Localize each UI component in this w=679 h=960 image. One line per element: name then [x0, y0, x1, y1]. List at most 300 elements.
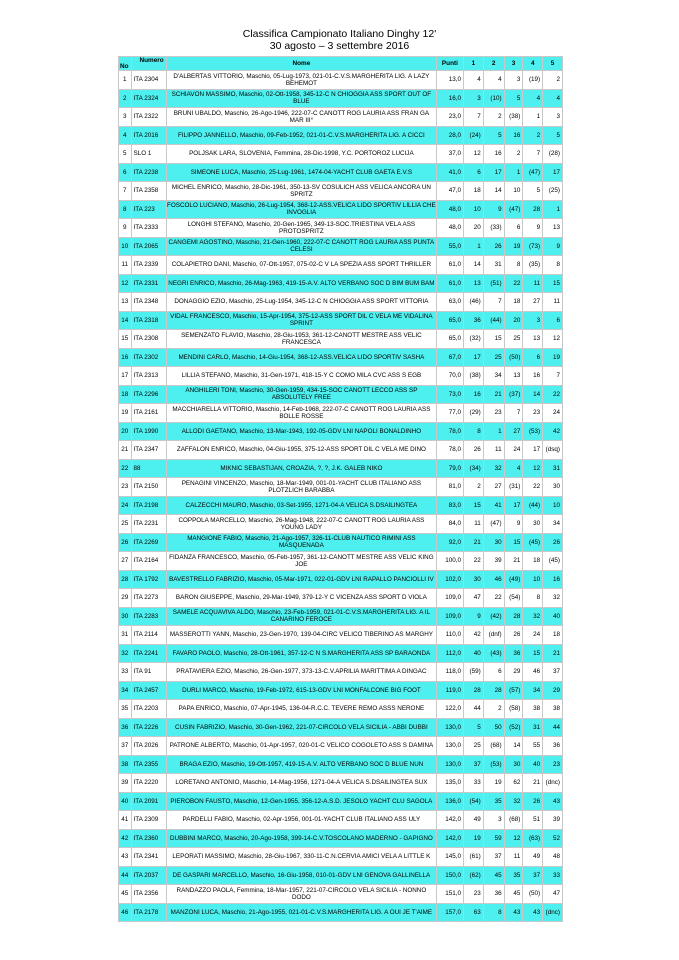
cell-race-3: 28	[504, 607, 523, 626]
cell-punti: 119,0	[436, 681, 463, 700]
cell-race-5: 39	[543, 811, 563, 830]
table-row	[119, 718, 563, 737]
cell-nome: CANGEMI AGOSTINO, Maschio, 21-Gen-1960, 222-07-C CANOTT ROG LAURIA ASS PUNTA CELESI	[166, 237, 436, 256]
cell-punti: 61,0	[436, 256, 463, 275]
cell-race-3: 32	[504, 792, 523, 811]
cell-numero: ITA 2016	[131, 126, 166, 145]
cell-race-4: 31	[523, 718, 543, 737]
cell-race-2: 46	[483, 570, 504, 589]
cell-nome: COPPOLA MARCELLO, Maschio, 26-Mag-1948, 222-07-C CANOTT ROG LAURIA ASS YOUNG LADY	[166, 515, 436, 534]
cell-race-2: (42)	[483, 607, 504, 626]
cell-nome: DUBBINI MARCO, Maschio, 20-Ago-1958, 399-14-C.V.TOSCOLANO MADERNO - GAPIGNO	[166, 829, 436, 848]
cell-race-4: 26	[523, 792, 543, 811]
cell-no: 25	[119, 515, 132, 534]
cell-race-3: 6	[504, 219, 523, 238]
cell-race-5: 5	[543, 126, 563, 145]
cell-race-3: 25	[504, 330, 523, 349]
cell-race-1: (32)	[463, 330, 483, 349]
cell-race-2: 25	[483, 348, 504, 367]
cell-race-4: (63)	[523, 829, 543, 848]
cell-race-2: 17	[483, 163, 504, 182]
cell-race-1: 44	[463, 700, 483, 719]
cell-race-2: 36	[483, 885, 504, 904]
cell-no: 1	[119, 71, 132, 90]
cell-race-2: (68)	[483, 737, 504, 756]
cell-race-4: 3	[523, 311, 543, 330]
cell-nome: DURLI MARCO, Maschio, 19-Feb-1972, 615-13-GDV LNI MONFALCONE BIG FOOT	[166, 681, 436, 700]
cell-no: 18	[119, 385, 132, 404]
cell-numero: ITA 2331	[131, 274, 166, 293]
cell-race-4: 18	[523, 552, 543, 571]
cell-punti: 78,0	[436, 422, 463, 441]
cell-race-4: 27	[523, 293, 543, 312]
cell-nome: ALLODI GAETANO, Maschio, 13-Mar-1943, 192-05-GDV LNI NAPOLI BONALDINHO	[166, 422, 436, 441]
cell-punti: 150,0	[436, 866, 463, 885]
cell-race-2: 23	[483, 404, 504, 423]
cell-punti: 130,0	[436, 718, 463, 737]
cell-race-3: 7	[504, 404, 523, 423]
cell-no: 28	[119, 570, 132, 589]
cell-race-2: 9	[483, 200, 504, 219]
cell-punti: 81,0	[436, 478, 463, 497]
cell-race-3: 20	[504, 311, 523, 330]
cell-numero: ITA 2341	[131, 848, 166, 867]
cell-punti: 83,0	[436, 496, 463, 515]
cell-race-1: 7	[463, 108, 483, 127]
cell-race-4: 32	[523, 607, 543, 626]
cell-race-1: 2	[463, 478, 483, 497]
cell-numero: ITA 2457	[131, 681, 166, 700]
cell-no: 3	[119, 108, 132, 127]
cell-race-5: 2	[543, 71, 563, 90]
cell-race-3: 36	[504, 644, 523, 663]
cell-numero: ITA 2324	[131, 89, 166, 108]
table-row	[119, 330, 563, 349]
cell-race-2: 14	[483, 182, 504, 201]
cell-race-5: 4	[543, 89, 563, 108]
cell-nome: PENAGINI VINCENZO, Maschio, 18-Mar-1949, 001-01-YACHT CLUB ITALIANO ASS PLOTZLICH BARABBA	[166, 478, 436, 497]
table-row	[119, 200, 563, 219]
cell-race-4: 6	[523, 348, 543, 367]
cell-race-4: 17	[523, 441, 543, 460]
table-row	[119, 237, 563, 256]
cell-nome: SEMENZATO FLAVIO, Maschio, 28-Giu-1953, 361-12-CANOTT MESTRE ASS VELIC FRANCESCA	[166, 330, 436, 349]
header-numero: Numero	[131, 57, 166, 71]
cell-nome: ZAFFALON ENRICO, Maschio, 04-Giu-1955, 375-12-ASS SPORT DIL C VELA ME DINO	[166, 441, 436, 460]
cell-nome: MENDINI CARLO, Maschio, 14-Giu-1954, 368-12-ASS.VELICA LIDO SPORTIV SASHA	[166, 348, 436, 367]
cell-race-1: (62)	[463, 866, 483, 885]
cell-race-4: 10	[523, 570, 543, 589]
table-row	[119, 626, 563, 645]
table-row	[119, 811, 563, 830]
table-row	[119, 737, 563, 756]
cell-race-2: 22	[483, 589, 504, 608]
cell-race-3: 5	[504, 89, 523, 108]
table-row	[119, 589, 563, 608]
cell-race-4: 7	[523, 145, 543, 164]
cell-race-2: 21	[483, 385, 504, 404]
cell-no: 10	[119, 237, 132, 256]
table-row	[119, 866, 563, 885]
cell-numero: ITA 2318	[131, 311, 166, 330]
cell-race-2: 8	[483, 903, 504, 922]
table-row	[119, 108, 563, 127]
cell-nome: MIKNIC SEBASTIJAN, CROAZIA, ?, ?, J.K. GALEB NIKO	[166, 459, 436, 478]
cell-race-4: 13	[523, 330, 543, 349]
cell-nome: BRAGA EZIO, Maschio, 19-Ott-1957, 419-15-A.V. ALTO VERBANO SOC D BLUE NUN	[166, 755, 436, 774]
table-row	[119, 459, 563, 478]
cell-race-3: 13	[504, 367, 523, 386]
header-no: No	[119, 57, 132, 71]
cell-nome: LILLIA STEFANO, Maschio, 31-Gen-1971, 418-15-Y C COMO MILA CVC ASS S EGB	[166, 367, 436, 386]
cell-numero: ITA 2273	[131, 589, 166, 608]
cell-race-4: 15	[523, 644, 543, 663]
cell-race-5: 23	[543, 755, 563, 774]
cell-no: 32	[119, 644, 132, 663]
cell-punti: 151,0	[436, 885, 463, 904]
cell-race-4: (53)	[523, 422, 543, 441]
cell-race-5: 34	[543, 515, 563, 534]
cell-race-3: 1	[504, 163, 523, 182]
cell-no: 4	[119, 126, 132, 145]
cell-race-3: 62	[504, 774, 523, 793]
cell-race-3: (37)	[504, 385, 523, 404]
cell-no: 6	[119, 163, 132, 182]
cell-race-3: 22	[504, 274, 523, 293]
cell-race-5: (25)	[543, 182, 563, 201]
cell-nome: DE GASPARI MARCELLO, Maschio, 16-Giu-1958, 010-01-GDV LNI GENOVA GALLINELLA	[166, 866, 436, 885]
cell-punti: 145,0	[436, 848, 463, 867]
cell-punti: 84,0	[436, 515, 463, 534]
cell-punti: 109,0	[436, 589, 463, 608]
cell-race-1: 33	[463, 774, 483, 793]
cell-race-3: 30	[504, 755, 523, 774]
cell-race-4: 51	[523, 811, 543, 830]
header-nome: Nome	[166, 57, 436, 71]
cell-numero: ITA 2356	[131, 885, 166, 904]
table-row	[119, 552, 563, 571]
cell-race-2: 2	[483, 108, 504, 127]
cell-no: 45	[119, 885, 132, 904]
cell-punti: 130,0	[436, 737, 463, 756]
cell-race-4: 49	[523, 848, 543, 867]
cell-race-3: 27	[504, 422, 523, 441]
cell-race-5: 8	[543, 256, 563, 275]
cell-nome: LONGHI STEFANO, Maschio, 20-Gen-1965, 349-13-SOC.TRIESTINA VELA ASS PROTOSPRITZ	[166, 219, 436, 238]
table-row	[119, 478, 563, 497]
cell-race-1: 23	[463, 885, 483, 904]
cell-nome: LEPORATI MASSIMO, Maschio, 28-Giu-1967, 330-11-C.N.CERVIA AMICI VELA A LITTLE K	[166, 848, 436, 867]
cell-punti: 109,0	[436, 607, 463, 626]
table-row	[119, 700, 563, 719]
cell-numero: ITA 2026	[131, 737, 166, 756]
cell-nome: RANDAZZO PAOLA, Femmina, 18-Mar-1957, 221-07-CIRCOLO VELA SICILIA - NONNO DODO	[166, 885, 436, 904]
cell-punti: 135,0	[436, 774, 463, 793]
cell-race-2: 37	[483, 848, 504, 867]
cell-race-3: 43	[504, 903, 523, 922]
cell-race-5: 18	[543, 626, 563, 645]
cell-punti: 67,0	[436, 348, 463, 367]
cell-race-5: 1	[543, 200, 563, 219]
cell-punti: 65,0	[436, 311, 463, 330]
table-row	[119, 256, 563, 275]
cell-punti: 142,0	[436, 811, 463, 830]
cell-race-2: (47)	[483, 515, 504, 534]
cell-race-1: 30	[463, 570, 483, 589]
cell-race-1: 16	[463, 385, 483, 404]
cell-punti: 130,0	[436, 755, 463, 774]
table-row	[119, 311, 563, 330]
cell-numero: ITA 2203	[131, 700, 166, 719]
cell-nome: VIDAL FRANCESCO, Maschio, 15-Apr-1954, 375-12-ASS SPORT DIL C VELA ME VIDALINA SPRINT	[166, 311, 436, 330]
cell-race-1: 14	[463, 256, 483, 275]
cell-no: 40	[119, 792, 132, 811]
table-row	[119, 126, 563, 145]
cell-race-5: 43	[543, 792, 563, 811]
cell-numero: ITA 2302	[131, 348, 166, 367]
cell-punti: 28,0	[436, 126, 463, 145]
table-row	[119, 663, 563, 682]
cell-race-3: (47)	[504, 200, 523, 219]
cell-race-2: 2	[483, 700, 504, 719]
cell-race-2: 35	[483, 792, 504, 811]
cell-race-2: 31	[483, 256, 504, 275]
cell-punti: 63,0	[436, 293, 463, 312]
cell-race-1: (59)	[463, 663, 483, 682]
cell-race-4: (50)	[523, 885, 543, 904]
table-row	[119, 681, 563, 700]
cell-numero: ITA 2231	[131, 515, 166, 534]
header-race-4: 4	[523, 57, 543, 71]
cell-race-5: 9	[543, 237, 563, 256]
cell-punti: 78,0	[436, 441, 463, 460]
cell-race-3: 17	[504, 496, 523, 515]
cell-race-2: 59	[483, 829, 504, 848]
cell-nome: SAMELE ACQUAVIVA ALDO, Maschio, 23-Feb-1959, 021-01-C.V.S.MARGHERITA LIG. A IL CANARINO FEROCE	[166, 607, 436, 626]
table-row	[119, 441, 563, 460]
cell-race-3: 21	[504, 552, 523, 571]
cell-race-3: 8	[504, 256, 523, 275]
cell-numero: ITA 2065	[131, 237, 166, 256]
cell-race-5: 12	[543, 330, 563, 349]
cell-nome: MANGIONE FABIO, Maschio, 21-Ago-1957, 326-11-CLUB NAUTICO RIMINI ASS MASQUENADA	[166, 533, 436, 552]
table-row	[119, 533, 563, 552]
header-punti: Punti	[436, 57, 463, 71]
cell-punti: 41,0	[436, 163, 463, 182]
cell-race-4: 24	[523, 626, 543, 645]
cell-race-2: (10)	[483, 89, 504, 108]
cell-race-1: 17	[463, 348, 483, 367]
cell-race-3: 15	[504, 533, 523, 552]
table-row	[119, 903, 563, 922]
cell-race-3: 4	[504, 459, 523, 478]
cell-race-2: 5	[483, 126, 504, 145]
cell-race-2: 32	[483, 459, 504, 478]
cell-race-2: 30	[483, 533, 504, 552]
cell-punti: 102,0	[436, 570, 463, 589]
cell-numero: 88	[131, 459, 166, 478]
cell-race-3: (49)	[504, 570, 523, 589]
cell-no: 15	[119, 330, 132, 349]
cell-race-1: (38)	[463, 367, 483, 386]
cell-race-5: (dnc)	[543, 903, 563, 922]
cell-no: 20	[119, 422, 132, 441]
page-title: Classifica Campionato Italiano Dinghy 12'	[242, 28, 437, 40]
table-row	[119, 163, 563, 182]
cell-punti: 47,0	[436, 182, 463, 201]
cell-numero: ITA 2348	[131, 293, 166, 312]
cell-race-3: 2	[504, 145, 523, 164]
cell-race-1: 12	[463, 145, 483, 164]
cell-race-5: 48	[543, 848, 563, 867]
table-row	[119, 385, 563, 404]
cell-race-1: 20	[463, 219, 483, 238]
cell-race-5: 6	[543, 311, 563, 330]
cell-race-4: 40	[523, 755, 543, 774]
cell-race-5: 37	[543, 663, 563, 682]
cell-punti: 16,0	[436, 89, 463, 108]
cell-race-5: 15	[543, 274, 563, 293]
cell-nome: D'ALBERTAS VITTORIO, Maschio, 05-Lug-1973, 021-01-C.V.S.MARGHERITA LIG. A LAZY BEHEMOT	[166, 71, 436, 90]
cell-race-2: 34	[483, 367, 504, 386]
cell-race-3: (68)	[504, 811, 523, 830]
cell-numero: ITA 2226	[131, 718, 166, 737]
cell-no: 39	[119, 774, 132, 793]
cell-race-3: (54)	[504, 589, 523, 608]
cell-nome: FOSCOLO LUCIANO, Maschio, 26-Lug-1954, 368-12-ASS.VELICA LIDO SPORTIV LILLIA CHE INVOGLIA	[166, 200, 436, 219]
cell-numero: ITA 2269	[131, 533, 166, 552]
table-row	[119, 496, 563, 515]
cell-race-1: 21	[463, 533, 483, 552]
cell-no: 21	[119, 441, 132, 460]
cell-no: 43	[119, 848, 132, 867]
cell-race-3: 18	[504, 293, 523, 312]
cell-race-5: 31	[543, 459, 563, 478]
cell-race-4: (45)	[523, 533, 543, 552]
cell-no: 16	[119, 348, 132, 367]
cell-race-3: 19	[504, 237, 523, 256]
table-row	[119, 755, 563, 774]
cell-race-2: 1	[483, 422, 504, 441]
cell-race-3: (38)	[504, 108, 523, 127]
cell-no: 11	[119, 256, 132, 275]
cell-nome: PAPA ENRICO, Maschio, 07-Apr-1945, 136-04-R.C.C. TEVERE REMO ASSS NERONE	[166, 700, 436, 719]
cell-race-2: 19	[483, 774, 504, 793]
cell-punti: 118,0	[436, 663, 463, 682]
cell-race-2: 50	[483, 718, 504, 737]
cell-race-2: (51)	[483, 274, 504, 293]
cell-race-2: 28	[483, 681, 504, 700]
cell-numero: ITA 2347	[131, 441, 166, 460]
cell-race-3: 12	[504, 829, 523, 848]
cell-nome: PRATAVIERA EZIO, Maschio, 26-Gen-1977, 373-13-C.V.APRILIA MARITTIMA A DINGAC	[166, 663, 436, 682]
cell-race-2: 11	[483, 441, 504, 460]
cell-race-5: (45)	[543, 552, 563, 571]
cell-race-1: (24)	[463, 126, 483, 145]
cell-numero: ITA 91	[131, 663, 166, 682]
cell-race-1: (29)	[463, 404, 483, 423]
cell-race-4: 14	[523, 385, 543, 404]
cell-punti: 65,0	[436, 330, 463, 349]
cell-race-5: 13	[543, 219, 563, 238]
header-race-3: 3	[504, 57, 523, 71]
cell-numero: ITA 2164	[131, 552, 166, 571]
cell-race-5: 22	[543, 385, 563, 404]
cell-race-1: 11	[463, 515, 483, 534]
cell-race-1: 3	[463, 89, 483, 108]
cell-race-2: 7	[483, 293, 504, 312]
cell-numero: ITA 2333	[131, 219, 166, 238]
cell-nome: BARON GIUSEPPE, Maschio, 29-Mar-1949, 379-12-Y C VICENZA ASS SPORT D VIOLA	[166, 589, 436, 608]
cell-race-4: 11	[523, 274, 543, 293]
table-row	[119, 570, 563, 589]
cell-punti: 70,0	[436, 367, 463, 386]
cell-race-5: 11	[543, 293, 563, 312]
cell-race-2: 45	[483, 866, 504, 885]
cell-race-4: 37	[523, 866, 543, 885]
cell-race-4: 55	[523, 737, 543, 756]
cell-race-1: 4	[463, 71, 483, 90]
cell-race-3: 29	[504, 663, 523, 682]
cell-numero: ITA 2304	[131, 71, 166, 90]
table-row	[119, 89, 563, 108]
cell-punti: 92,0	[436, 533, 463, 552]
cell-race-4: 43	[523, 903, 543, 922]
cell-numero: ITA 2220	[131, 774, 166, 793]
cell-no: 30	[119, 607, 132, 626]
cell-race-1: 49	[463, 811, 483, 830]
cell-punti: 142,0	[436, 829, 463, 848]
cell-no: 37	[119, 737, 132, 756]
cell-race-4: 12	[523, 459, 543, 478]
cell-race-3: 16	[504, 126, 523, 145]
cell-race-1: 36	[463, 311, 483, 330]
cell-race-1: (46)	[463, 293, 483, 312]
cell-numero: ITA 2091	[131, 792, 166, 811]
cell-punti: 110,0	[436, 626, 463, 645]
cell-nome: CALZECCHI MAURO, Maschio, 03-Set-1955, 1271-04-A VELICA S.DSAILINGTEA	[166, 496, 436, 515]
cell-race-4: 30	[523, 515, 543, 534]
table-row	[119, 829, 563, 848]
standings-table	[118, 56, 563, 922]
header-race-5: 5	[543, 57, 563, 71]
cell-numero: ITA 2355	[131, 755, 166, 774]
cell-nome: MACCHIARELLA VITTORIO, Maschio, 14-Feb-1968, 222-07-C CANOTT ROG LAURIA ASS BOLLE ROSSE	[166, 404, 436, 423]
cell-nome: FILIPPO JANNELLO, Maschio, 09-Feb-1952, 021-01-C.V.S.MARGHERITA LIG. A CICCI	[166, 126, 436, 145]
cell-no: 41	[119, 811, 132, 830]
cell-no: 36	[119, 718, 132, 737]
cell-punti: 136,0	[436, 792, 463, 811]
cell-race-5: (dsq)	[543, 441, 563, 460]
cell-race-4: 2	[523, 126, 543, 145]
cell-punti: 48,0	[436, 219, 463, 238]
cell-race-3: 14	[504, 737, 523, 756]
cell-nome: ANGHILERI TONI, Maschio, 30-Gen-1959, 434-15-SOC CANOTT LECCO ASS SP ABSOLUTELY FREE	[166, 385, 436, 404]
cell-race-2: 27	[483, 478, 504, 497]
cell-race-1: 47	[463, 589, 483, 608]
cell-race-4: (47)	[523, 163, 543, 182]
cell-punti: 157,0	[436, 903, 463, 922]
cell-nome: PIEROBON FAUSTO, Maschio, 12-Gen-1955, 356-12-A.S.D. JESOLO YACHT CLU SAGOLA	[166, 792, 436, 811]
cell-race-1: 8	[463, 422, 483, 441]
cell-nome: FAVARO PAOLO, Maschio, 28-Ott-1961, 357-12-C N S.MARGHERITA ASS SP BARAONDA	[166, 644, 436, 663]
cell-no: 35	[119, 700, 132, 719]
header-race-1: 1	[463, 57, 483, 71]
cell-race-5: 44	[543, 718, 563, 737]
cell-race-1: 22	[463, 552, 483, 571]
cell-race-1: 15	[463, 496, 483, 515]
cell-numero: ITA 2339	[131, 256, 166, 275]
